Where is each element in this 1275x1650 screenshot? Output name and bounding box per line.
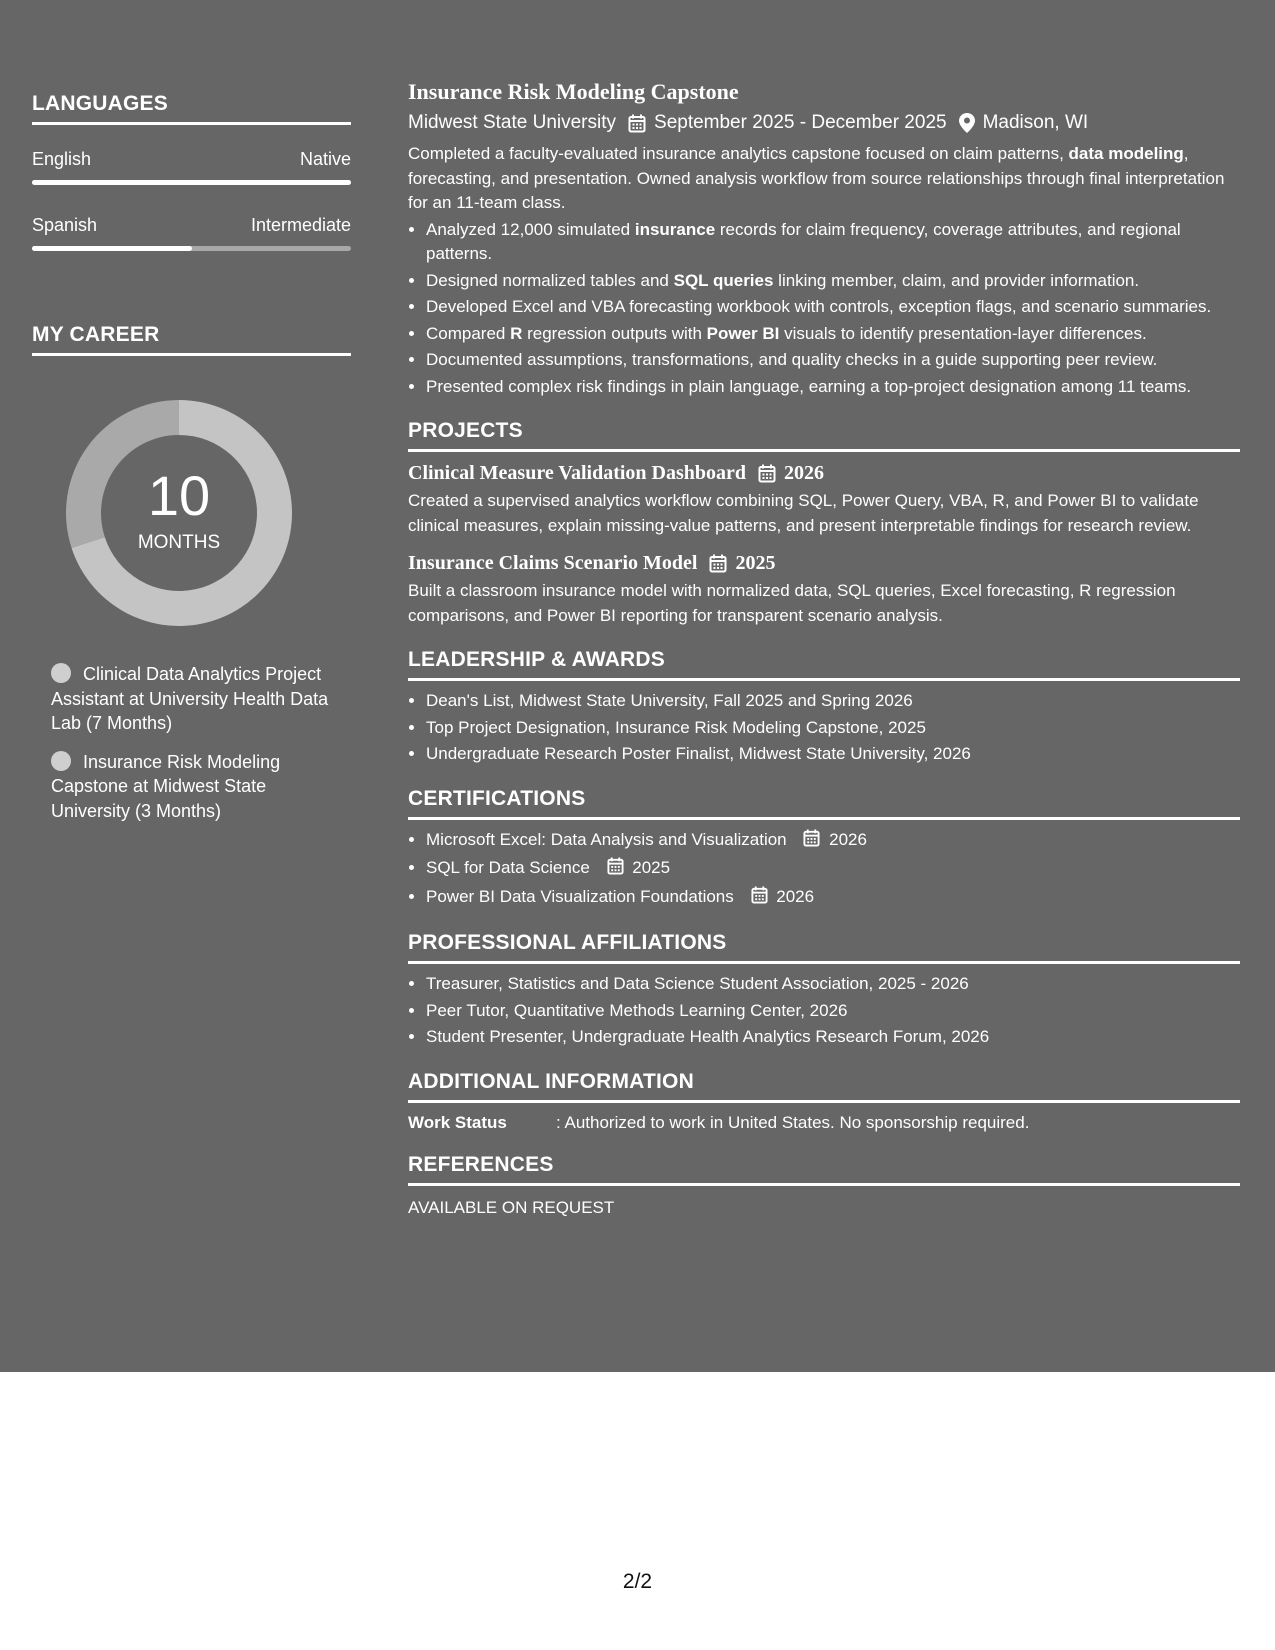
- project-year: 2026: [784, 462, 825, 484]
- project-entry: [408, 462, 1240, 538]
- job-location: Madison, WI: [982, 112, 1089, 133]
- certifications-heading: CERTIFICATIONS: [408, 787, 1240, 820]
- job-bullet: • Analyzed 12,000 simulated insurance records for claim frequency, coverage attributes, and regional patterns.: [426, 218, 1240, 267]
- right-column: [408, 78, 1240, 1218]
- job-bullet: • Compared R regression outputs with Power BI visuals to identify presentation-layer differences.: [426, 322, 1240, 347]
- job-summary: Completed a faculty-evaluated insurance analytics capstone focused on claim patterns, data modeling, forecasting, and presentation. Owned analysis workflow from source relationships through final interpretation for an 11-team class.: [408, 144, 1225, 212]
- calendar-icon: [628, 114, 646, 133]
- experience-entry: [408, 78, 1240, 399]
- bullet-dot-icon: [51, 751, 71, 771]
- job-meta: [408, 112, 1240, 134]
- location-pin-icon: [959, 113, 975, 133]
- language-proficiency-fill: [32, 180, 351, 185]
- affiliation-item: • Student Presenter, Undergraduate Health Analytics Research Forum, 2026: [426, 1025, 1240, 1050]
- job-bullet: • Presented complex risk findings in plain language, earning a top-project designation among 11 teams.: [426, 375, 1240, 400]
- references-heading: REFERENCES: [408, 1153, 1240, 1186]
- calendar-icon: [709, 554, 727, 573]
- work-status-row: [408, 1113, 1240, 1133]
- left-column: [32, 92, 351, 837]
- additional-info-section: [408, 1070, 1240, 1133]
- career-total-unit: MONTHS: [137, 532, 221, 553]
- language-proficiency-bar: [32, 180, 351, 185]
- job-organization: Midwest State University: [408, 112, 617, 133]
- certification-year: 2026: [776, 886, 815, 906]
- project-description: Created a supervised analytics workflow combining SQL, Power Query, VBA, R, and Power BI to validate clinical measures, explain missing-value patterns, and present interpretable findings for research review.: [408, 491, 1199, 535]
- awards-heading: LEADERSHIP & AWARDS: [408, 648, 1240, 681]
- job-bullet: • Documented assumptions, transformations, and quality checks in a guide supporting peer review.: [426, 348, 1240, 373]
- awards-section: [408, 648, 1240, 767]
- awards-list: [408, 689, 1240, 767]
- calendar-icon: [803, 829, 820, 855]
- certification-year: 2025: [632, 858, 671, 877]
- career-list: [51, 662, 331, 823]
- certification-item: [426, 828, 1240, 855]
- project-year: 2025: [735, 552, 776, 574]
- certifications-list: [408, 828, 1240, 912]
- affiliation-item: • Treasurer, Statistics and Data Science Student Association, 2025 - 2026: [426, 972, 1240, 997]
- certification-name: SQL for Data Science: [426, 858, 590, 877]
- calendar-icon: [751, 886, 768, 912]
- affiliations-heading: PROFESSIONAL AFFILIATIONS: [408, 931, 1240, 964]
- languages-heading: LANGUAGES: [32, 92, 351, 125]
- work-status-label: Work Status: [408, 1112, 507, 1132]
- projects-section: [408, 419, 1240, 628]
- career-heading: MY CAREER: [32, 323, 351, 356]
- references-text: AVAILABLE ON REQUEST: [408, 1197, 615, 1217]
- work-status-value: : Authorized to work in United States. No sponsorship required.: [556, 1112, 1030, 1132]
- award-item: • Dean's List, Midwest State University, Fall 2025 and Spring 2026: [426, 689, 1240, 714]
- affiliation-item: • Peer Tutor, Quantitative Methods Learning Center, 2026: [426, 999, 1240, 1024]
- certification-name: Microsoft Excel: Data Analysis and Visualization: [426, 829, 787, 849]
- certification-item: [426, 856, 1240, 883]
- job-bullets: [408, 218, 1240, 400]
- certification-item: [426, 885, 1240, 912]
- project-entry: [408, 552, 1240, 628]
- affiliations-list: [408, 972, 1240, 1050]
- project-description: Built a classroom insurance model with normalized data, SQL queries, Excel forecasting, R regression comparisons, and Power BI reporting for transparent scenario analysis.: [408, 581, 1176, 625]
- affiliations-section: [408, 931, 1240, 1050]
- job-dates: September 2025 - December 2025: [654, 112, 947, 133]
- project-name: Clinical Measure Validation Dashboard: [408, 462, 747, 484]
- award-item: • Top Project Designation, Insurance Risk Modeling Capstone, 2025: [426, 716, 1240, 741]
- bullet-dot-icon: [51, 663, 71, 683]
- language-name: Spanish: [32, 215, 98, 235]
- career-total-value: 10: [147, 464, 211, 527]
- language-name: English: [32, 149, 92, 169]
- language-english: [32, 149, 351, 185]
- additional-info-heading: ADDITIONAL INFORMATION: [408, 1070, 1240, 1103]
- language-proficiency-fill: [32, 246, 192, 251]
- job-bullet: • Developed Excel and VBA forecasting workbook with controls, exception flags, and scenario summaries.: [426, 295, 1240, 320]
- page-number: 2/2: [622, 1570, 653, 1593]
- certification-year: 2026: [829, 829, 867, 849]
- certification-name: Power BI Data Visualization Foundations: [426, 886, 734, 906]
- career-item: Insurance Risk Modeling Capstone at Midwest State University (3 Months): [51, 751, 281, 821]
- job-bullet: • Designed normalized tables and SQL queries linking member, claim, and provider information.: [426, 269, 1240, 294]
- job-title: Insurance Risk Modeling Capstone: [408, 79, 739, 104]
- calendar-icon: [607, 857, 624, 883]
- career-item: Clinical Data Analytics Project Assistant at University Health Data Lab (7 Months): [51, 664, 329, 733]
- certifications-section: [408, 787, 1240, 912]
- language-level: Intermediate: [250, 215, 351, 235]
- calendar-icon: [758, 464, 776, 483]
- projects-heading: PROJECTS: [408, 419, 1240, 452]
- language-proficiency-bar: [32, 246, 351, 251]
- project-name: Insurance Claims Scenario Model: [408, 552, 698, 574]
- language-spanish: [32, 215, 351, 251]
- award-item: • Undergraduate Research Poster Finalist, Midwest State University, 2026: [426, 742, 1240, 767]
- career-donut-chart: [66, 400, 292, 626]
- references-section: [408, 1153, 1240, 1218]
- language-level: Native: [299, 149, 351, 169]
